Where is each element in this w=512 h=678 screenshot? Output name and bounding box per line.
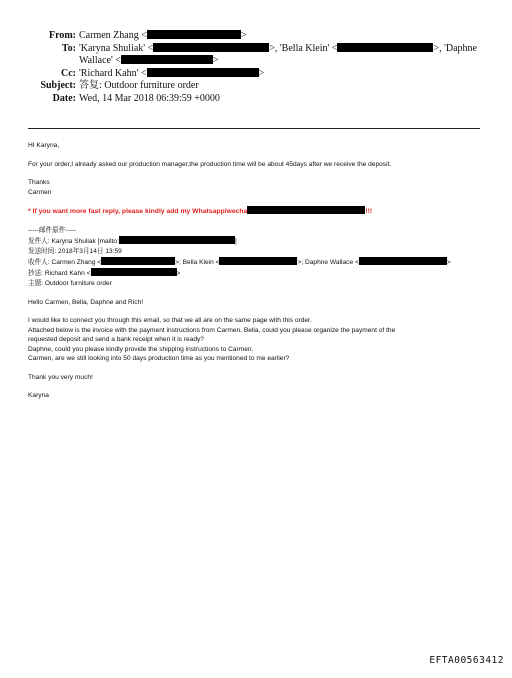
quoted-greeting: Hello Carmen, Bella, Daphne and Rich! <box>28 298 144 306</box>
subject-label: Subject: <box>40 80 76 91</box>
redaction-bar <box>337 43 433 52</box>
reply-greeting: HI Karyna, <box>28 142 60 149</box>
quoted-cc: 抄送: Richard Kahn < > <box>28 269 181 277</box>
subject-value: 答复: Outdoor furniture order <box>79 80 199 91</box>
to-recipient-bella: >, 'Bella Klein' < <box>269 42 338 54</box>
cc-value: 'Richard Kahn' < <box>79 67 147 79</box>
from-row <box>0 30 512 43</box>
redaction-bar <box>119 236 235 244</box>
contact-notice: * If you want more fast reply, please kindly add my Whatsapp/wecha !!! <box>28 208 373 215</box>
quoted-sent-time: 发送时间: 2018年3月14日 13:59 <box>28 247 122 255</box>
to-recipient-daphne: >, 'Daphne <box>433 42 477 54</box>
bracket-close: > <box>212 55 219 66</box>
quoted-line: Daphne, could you please kindly provide the shipping instructions to Carmen. <box>28 345 254 353</box>
cc-label: Cc: <box>61 67 76 79</box>
cc-row <box>0 68 512 81</box>
email-header <box>0 30 512 105</box>
quoted-recipients: 收件人: Carmen Zhang < >; Bella Klein < >; Daphne Wallace < > <box>28 258 451 266</box>
quoted-sender: 发件人: Karyna Shuliak [mailto: ] <box>28 237 237 245</box>
reply-thanks: Thanks <box>28 179 50 186</box>
date-row <box>0 93 512 106</box>
quoted-divider: -----邮件原件----- <box>28 226 77 234</box>
quoted-line: requested deposit and send a bank receipt when it is ready? <box>28 336 204 343</box>
quoted-line: I would like to connect you through this email, so that we all are on the same page with this order. <box>28 317 312 324</box>
from-value: Carmen Zhang < <box>79 30 147 41</box>
to-label: To: <box>61 42 76 54</box>
subject-row <box>0 80 512 93</box>
bracket-close: > <box>258 67 265 79</box>
redaction-bar <box>359 257 447 265</box>
redaction-bar <box>91 268 177 276</box>
to-row <box>0 43 512 56</box>
document-id: EFTA00563412 <box>429 655 504 666</box>
reply-body: For your order,I already asked our production manager,the production time will be about 45days after we receive the deposit. <box>28 160 392 168</box>
redaction-bar <box>101 257 175 265</box>
quoted-header <box>28 226 488 289</box>
from-label: From: <box>48 30 76 41</box>
quoted-subject: 主题: Outdoor furniture order <box>28 279 112 287</box>
redaction-bar <box>147 30 241 39</box>
quoted-line: Carmen, are we still looking into 50 days production time as you mentioned to me earlier? <box>28 355 290 362</box>
email-body <box>28 141 488 401</box>
bracket-close: > <box>240 30 247 41</box>
reply-signature: Carmen <box>28 188 52 196</box>
to-row-continued <box>0 55 512 68</box>
date-value: Wed, 14 Mar 2018 06:39:59 +0000 <box>79 92 220 104</box>
to-recipient-karyna: 'Karyna Shuliak' < <box>79 42 154 54</box>
redaction-bar <box>121 55 213 64</box>
quoted-thanks: Thank you very much! <box>28 373 93 381</box>
date-label: Date: <box>52 92 76 104</box>
quoted-line: Attached below is the invoice with the payment instructions from Carmen. Bella, could you please organize the payment of the <box>28 326 396 334</box>
redaction-bar <box>147 68 259 77</box>
redaction-bar <box>247 206 365 214</box>
to-recipient-wallace: Wallace' < <box>79 55 121 66</box>
redaction-bar <box>153 43 269 52</box>
header-divider <box>28 128 480 129</box>
redaction-bar <box>219 257 297 265</box>
quoted-signature: Karyna <box>28 392 49 399</box>
